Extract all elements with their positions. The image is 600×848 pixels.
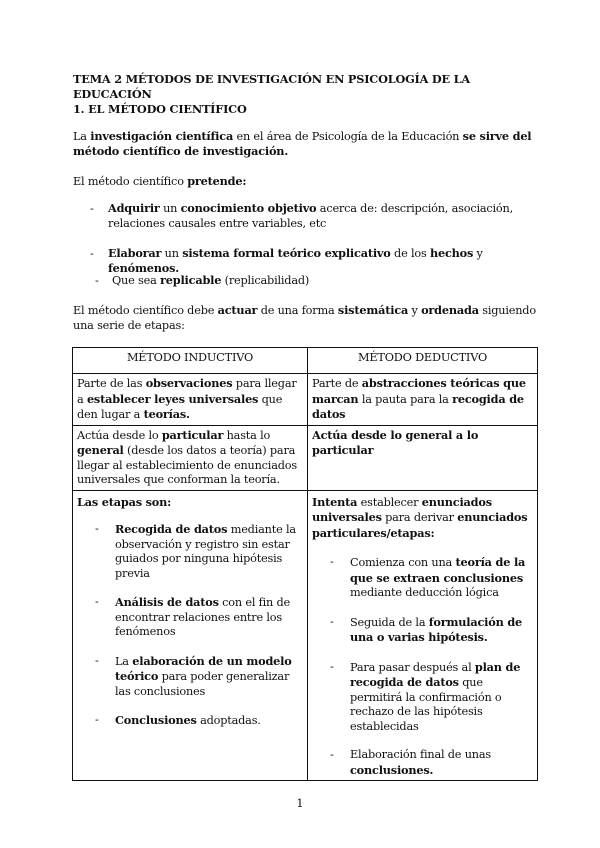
inductive-steps-list <box>77 522 303 729</box>
table-cell: Actúa desde lo general a lo particular <box>308 425 538 490</box>
bullet-dash: - <box>90 247 94 260</box>
methods-table <box>72 347 538 781</box>
table-row <box>73 490 538 781</box>
page-number: 1 <box>296 797 304 810</box>
header-inductive: MÉTODO INDUCTIVO <box>73 348 308 374</box>
list-item: - Elaboración final de unas conclusiones. <box>330 748 491 777</box>
list-item: - Recogida de datos mediante la observación y registro sin estar guiados por ninguna hipótesis previa <box>95 522 296 580</box>
pretende-paragraph: El método científico pretende: <box>73 174 247 188</box>
table-cell: Actúa desde lo particular hasta lo general (desde los datos a teoría) para llegar al establecimiento de enunciados universales que conforman la teoría. <box>73 425 308 490</box>
deductive-steps-list <box>312 555 533 778</box>
bullet-dash: - <box>90 202 94 215</box>
bullet-item: Elaborar un sistema formal teórico explicativo de los hechos y fenómenos. <box>108 246 483 275</box>
table-row <box>73 425 538 490</box>
intro-paragraph: La investigación científica en el área de Psicología de la Educación se sirve del método científico de investigación. <box>73 129 532 158</box>
table-cell: Parte de abstracciones teóricas que marcan la pauta para la recogida de datos <box>308 374 538 426</box>
table-cell: Parte de las observaciones para llegar a establecer leyes universales que den lugar a teorías. <box>73 374 308 426</box>
table-cell: Intenta establecer enunciados universales para derivar enunciados particulares/etapas: - Comienza con una teoría de la que se extraen conclusiones mediante deducción lógica - Seguida de la formulación de una o varias hipótesis. - Para pasar después al plan de recogida de datos que permitirá la confirmación o rechazo de las hipótesis establecidas - Elaboración final de unas conclusiones. <box>308 490 538 781</box>
bullet-dash: - <box>95 274 99 287</box>
list-item: - Análisis de datos con el fin de encontrar relaciones entre los fenómenos <box>95 595 291 638</box>
table-cell: Las etapas son: - Recogida de datos mediante la observación y registro sin estar guiados por ninguna hipótesis previa - Análisis de datos con el fin de encontrar relaciones entre los fenómenos - La elaboración de un modelo teórico para poder generalizar las conclusiones - Conclusiones adoptadas. <box>73 490 308 781</box>
actuar-paragraph: El método científico debe actuar de una forma sistemática y ordenada siguiendo una serie de etapas: <box>73 303 536 332</box>
bullet-item: Adquirir un conocimiento objetivo acerca de: descripción, asociación, relaciones causales entre variables, etc <box>108 201 513 230</box>
list-item: - Conclusiones adoptadas. <box>95 713 261 727</box>
bullet-item: Que sea replicable (replicabilidad) <box>112 273 310 287</box>
list-item: - La elaboración de un modelo teórico para poder generalizar las conclusiones <box>95 653 292 698</box>
list-item: - Comienza con una teoría de la que se extraen conclusiones mediante deducción lógica <box>330 555 526 599</box>
list-item: - Seguida de la formulación de una o varias hipótesis. <box>330 614 523 644</box>
header-deductive: MÉTODO DEDUCTIVO <box>308 348 538 374</box>
table-row <box>73 374 538 426</box>
table-header-row <box>73 348 538 374</box>
list-item: - Para pasar después al plan de recogida de datos que permitirá la confirmación o rechazo de las hipótesis establecidas <box>330 659 521 733</box>
document-title: TEMA 2 MÉTODOS DE INVESTIGACIÓN EN PSICOLOGÍA DE LA EDUCACIÓN <box>73 72 470 101</box>
section-heading: 1. EL MÉTODO CIENTÍFICO <box>73 102 247 116</box>
